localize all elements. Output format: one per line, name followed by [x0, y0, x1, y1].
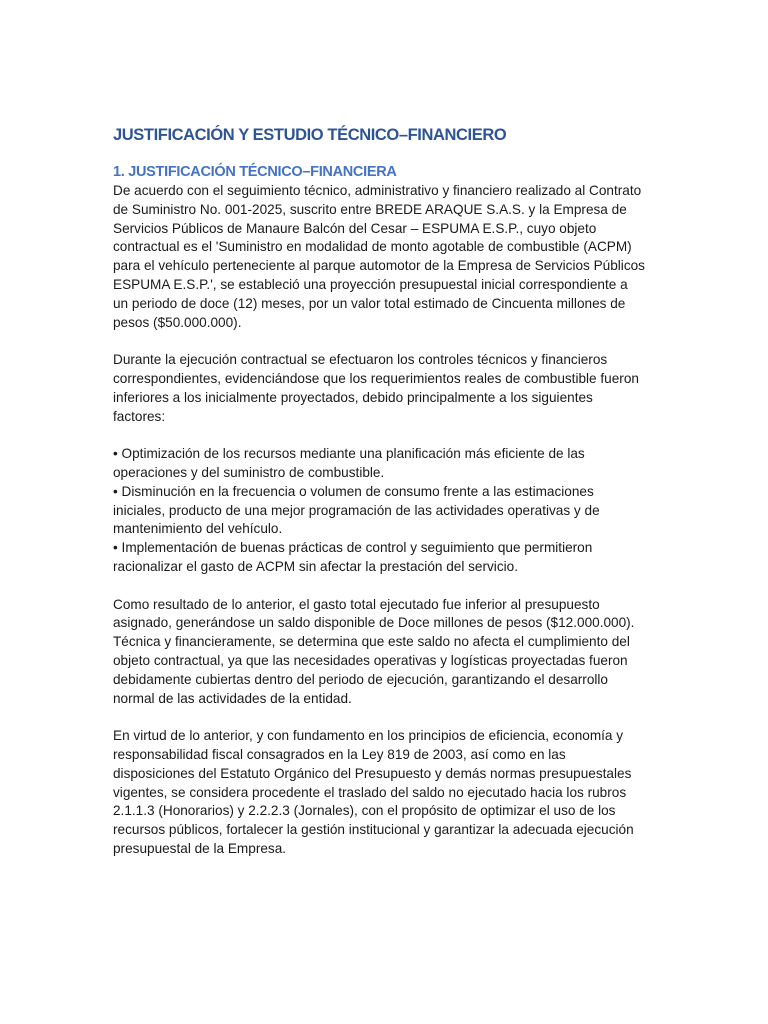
list-item: • Disminución en la frecuencia o volumen de consumo frente a las estimaciones iniciales, producto de una mejor programación de las actividades operativas y de mantenimiento del vehículo.: [113, 483, 600, 537]
document-body: [113, 124, 653, 877]
paragraph-result: Como resultado de lo anterior, el gasto total ejecutado fue inferior al presupuesto asignado, generándose un saldo disponible de Doce millones de pesos ($12.000.000). Técnica y financieramente, se determina que este saldo no afecta el cumplimiento del objeto contractual, ya que las necesidades operativas y logísticas proyectadas fueron debidamente cubiertas dentro del periodo de ejecución, garantizando el desarrollo normal de las actividades de la entidad.: [113, 596, 635, 706]
paragraph-legal-basis: En virtud de lo anterior, y con fundamento en los principios de eficiencia, economía y responsabilidad fiscal consagrados en la Ley 819 de 2003, así como en las disposiciones del Estatuto Orgánico del Presupuesto y demás normas presupuestales vigentes, se considera procedente el traslado del saldo no ejecutado hacia los rubros 2.1.1.3 (Honorarios) y 2.2.2.3 (Jornales), con el propósito de optimizar el uso de los recursos públicos, fortalecer la gestión institucional y garantizar la adecuada ejecución presupuestal de la Empresa.: [113, 728, 634, 856]
paragraph-execution-controls: Durante la ejecución contractual se efectuaron los controles técnicos y financieros correspondientes, evidenciándose que los requerimientos reales de combustible fueron inferiores a los inicialmente proyectados, debido principalmente a los siguientes factores:: [113, 352, 639, 424]
document-title: JUSTIFICACIÓN Y ESTUDIO TÉCNICO–FINANCIERO: [113, 126, 507, 144]
factors-list: [113, 445, 653, 577]
paragraph-contract-context: De acuerdo con el seguimiento técnico, administrativo y financiero realizado al Contrato de Suministro No. 001-2025, suscrito entre BREDE ARAQUE S.A.S. y la Empresa de Servicios Públicos de Manaure Balcón del Cesar – ESPUMA E.S.P., cuyo objeto contractual es el 'Suministro en modalidad de monto agotable de combustible (ACPM) para el vehículo perteneciente al parque automotor de la Empresa de Servicios Públicos ESPUMA E.S.P.', se estableció una proyección presupuestal inicial correspondiente a un periodo de doce (12) meses, por un valor total estimado de Cincuenta millones de pesos ($50.000.000).: [113, 183, 645, 330]
list-item: • Optimización de los recursos mediante una planificación más eficiente de las operaciones y del suministro de combustible.: [113, 446, 585, 480]
list-item: • Implementación de buenas prácticas de control y seguimiento que permitieron racionalizar el gasto de ACPM sin afectar la prestación del servicio.: [113, 540, 593, 574]
section-heading: 1. JUSTIFICACIÓN TÉCNICO–FINANCIERA: [113, 164, 397, 180]
